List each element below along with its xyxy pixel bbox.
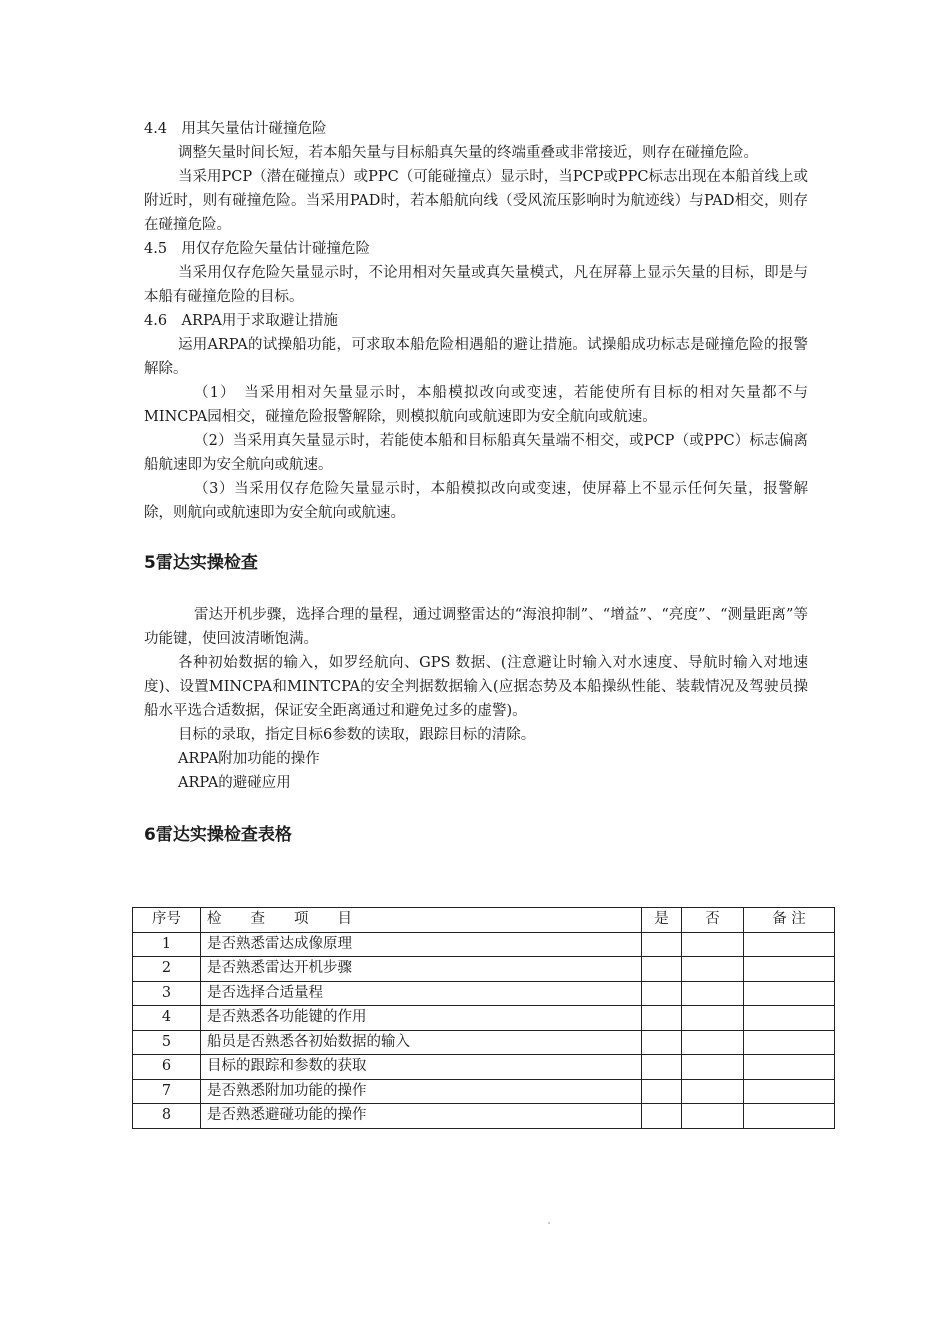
section-4-6-paragraph-3: （2）当采用真矢量显示时，若能使本船和目标船真矢量端不相交，或PCP（或PPC）标志偏离船航速即为安全航向或航速。 (144, 433, 808, 473)
row-item: 是否熟悉雷达成像原理 (201, 932, 642, 957)
row-yes-cell[interactable] (642, 932, 682, 957)
row-yes-cell[interactable] (642, 1079, 682, 1104)
section-4-6-heading: 4.6 ARPA用于求取避让措施 (144, 313, 338, 329)
row-yes-cell[interactable] (642, 1006, 682, 1031)
row-note-cell[interactable] (744, 957, 835, 982)
section-5-paragraph-4: ARPA附加功能的操作 (178, 751, 320, 767)
section-5-paragraph-5: ARPA的避碰应用 (178, 775, 291, 791)
row-item: 是否熟悉雷达开机步骤 (201, 957, 642, 982)
row-note-cell[interactable] (744, 1006, 835, 1031)
row-yes-cell[interactable] (642, 1030, 682, 1055)
row-item: 是否选择合适量程 (201, 981, 642, 1006)
row-yes-cell[interactable] (642, 957, 682, 982)
row-no-cell[interactable] (682, 981, 744, 1006)
row-item: 目标的跟踪和参数的获取 (201, 1055, 642, 1080)
table-row (133, 981, 835, 1006)
section-4-5-heading: 4.5 用仅存危险矢量估计碰撞危险 (144, 241, 371, 257)
table-row (133, 932, 835, 957)
table-row (133, 1030, 835, 1055)
row-note-cell[interactable] (744, 932, 835, 957)
page-speck (548, 1222, 550, 1224)
row-number: 2 (133, 957, 201, 982)
header-yes: 是 (642, 908, 682, 933)
row-note-cell[interactable] (744, 981, 835, 1006)
section-4-4-heading: 4.4 用其矢量估计碰撞危险 (144, 121, 327, 137)
row-item: 是否熟悉各功能键的作用 (201, 1006, 642, 1031)
row-yes-cell[interactable] (642, 1055, 682, 1080)
header-item: 检 查 项 目 (201, 908, 642, 933)
row-note-cell[interactable] (744, 1030, 835, 1055)
row-item: 船员是否熟悉各初始数据的输入 (201, 1030, 642, 1055)
section-5-paragraph-3: 目标的录取，指定目标6参数的读取，跟踪目标的清除。 (178, 727, 536, 743)
row-no-cell[interactable] (682, 932, 744, 957)
header-note: 备 注 (744, 908, 835, 933)
row-number: 3 (133, 981, 201, 1006)
table-row (133, 957, 835, 982)
table-row (133, 1055, 835, 1080)
row-item: 是否熟悉避碰功能的操作 (201, 1104, 642, 1129)
row-no-cell[interactable] (682, 1030, 744, 1055)
document-body (144, 117, 808, 847)
row-yes-cell[interactable] (642, 981, 682, 1006)
row-no-cell[interactable] (682, 1055, 744, 1080)
inspection-table-container (132, 907, 834, 1129)
table-row (133, 1079, 835, 1104)
row-no-cell[interactable] (682, 957, 744, 982)
row-number: 5 (133, 1030, 201, 1055)
row-no-cell[interactable] (682, 1079, 744, 1104)
section-4-6-paragraph-4: （3）当采用仅存危险矢量显示时，本船模拟改向或变速，使屏幕上不显示任何矢量，报警解除，则航向或航速即为安全航向或航速。 (144, 481, 808, 521)
section-5-paragraph-1: 雷达开机步骤，选择合理的量程，通过调整雷达的“海浪抑制”、“增益”、“亮度”、“测量距离”等功能键，使回波清晰饱满。 (144, 607, 808, 647)
row-no-cell[interactable] (682, 1006, 744, 1031)
inspection-table (132, 907, 835, 1129)
section-4-4-paragraph-2: 当采用PCP（潜在碰撞点）或PPC（可能碰撞点）显示时，当PCP或PPC标志出现在本船首线上或附近时，则有碰撞危险。当采用PAD时，若本船航向线（受风流压影响时为航迹线）与PAD相交，则存在碰撞危险。 (144, 169, 808, 233)
row-item: 是否熟悉附加功能的操作 (201, 1079, 642, 1104)
row-number: 4 (133, 1006, 201, 1031)
header-number: 序号 (133, 908, 201, 933)
row-number: 6 (133, 1055, 201, 1080)
section-4-5-paragraph-1: 当采用仅存危险矢量显示时，不论用相对矢量或真矢量模式，凡在屏幕上显示矢量的目标，即是与本船有碰撞危险的目标。 (144, 265, 808, 305)
header-no: 否 (682, 908, 744, 933)
row-yes-cell[interactable] (642, 1104, 682, 1129)
row-number: 8 (133, 1104, 201, 1129)
row-note-cell[interactable] (744, 1055, 835, 1080)
row-no-cell[interactable] (682, 1104, 744, 1129)
section-5-heading: 5雷达实操检查 (144, 553, 258, 573)
section-4-6-paragraph-2: （1） 当采用相对矢量显示时，本船模拟改向或变速，若能使所有目标的相对矢量都不与MINCPA园相交，碰撞危险报警解除，则模拟航向或航速即为安全航向或航速。 (144, 385, 808, 425)
row-number: 7 (133, 1079, 201, 1104)
table-row (133, 1006, 835, 1031)
row-number: 1 (133, 932, 201, 957)
row-note-cell[interactable] (744, 1079, 835, 1104)
section-4-6-paragraph-1: 运用ARPA的试操船功能，可求取本船危险相遇船的避让措施。试操船成功标志是碰撞危险的报警解除。 (144, 337, 808, 377)
table-header-row (133, 908, 835, 933)
section-4-4-paragraph-1: 调整矢量时间长短，若本船矢量与目标船真矢量的终端重叠或非常接近，则存在碰撞危险。 (178, 145, 758, 161)
section-5-paragraph-2: 各种初始数据的输入，如罗经航向、GPS 数据、(注意避让时输入对水速度、导航时输入对地速度)、设置MINCPA和MINTCPA的安全判据数据输入(应据态势及本船操纵性能、装载情况及驾驶员操船水平选合适数据，保证安全距离通过和避免过多的虚警)。 (144, 655, 808, 719)
row-note-cell[interactable] (744, 1104, 835, 1129)
table-row (133, 1104, 835, 1129)
section-6-heading: 6雷达实操检查表格 (144, 825, 292, 845)
